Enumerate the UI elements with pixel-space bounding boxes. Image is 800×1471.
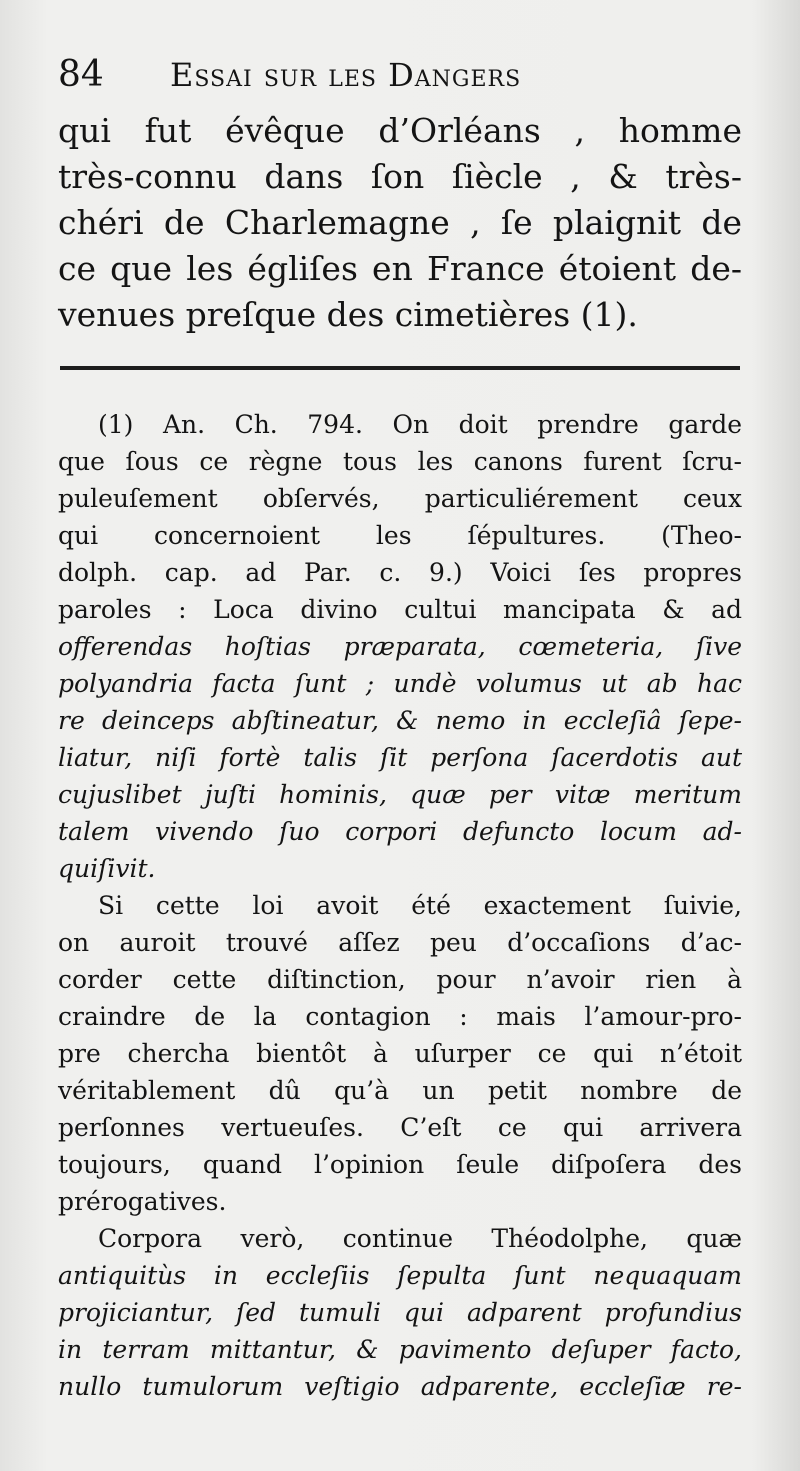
main-paragraph — [58, 108, 742, 338]
footnote — [58, 406, 742, 887]
text-line: ce que les égliſes en France étoient de- — [58, 249, 742, 288]
continuation-line: Si cette loi avoit été exactement ſuivie, — [98, 891, 742, 920]
page-header — [58, 50, 738, 106]
footnote-line: paroles : Loca divino cultui mancipata & ad — [58, 595, 742, 624]
continuation-line: in terram mittantur, & pavimento deſuper facto, — [58, 1335, 742, 1364]
continuation-line: antiquitùs in eccleſiis ſepulta ſunt nequaquam — [58, 1261, 742, 1290]
continuation-line: toujours, quand l’opinion ſeule diſpoſera des — [58, 1150, 742, 1179]
continuation-line: pre chercha bientôt à uſurper ce qui n’étoit — [58, 1039, 742, 1068]
footnote-line: cujuslibet juſti hominis, quæ per vitæ meritum — [58, 780, 742, 809]
footnote-line: re deinceps abſtineatur, & nemo in eccleſiâ ſepe- — [58, 706, 742, 735]
footnote-line: liatur, niſi fortè talis ſit perſona ſacerdotis aut — [58, 743, 742, 772]
continuation-line: perſonnes vertueuſes. C’eſt ce qui arrivera — [58, 1113, 742, 1142]
footnote-line: que ſous ce règne tous les canons furent ſcru- — [58, 447, 742, 476]
running-title: Essai sur les Dangers — [170, 56, 522, 94]
footnote-line: quiſivit. — [58, 854, 156, 883]
footnote-line: talem vivendo ſuo corpori defuncto locum ad- — [58, 817, 742, 846]
continuation-line: véritablement dû qu’à un petit nombre de — [58, 1076, 742, 1105]
footnote-line: puleuſement obſervés, particuliérement ceux — [58, 484, 742, 513]
notes-block — [58, 406, 742, 1405]
footnote-line: polyandria facta ſunt ; undè volumus ut ab hac — [58, 669, 742, 698]
continuation-line: projiciantur, ſed tumuli qui adparent profundius — [58, 1298, 742, 1327]
section-divider — [60, 366, 740, 370]
text-line: qui fut évêque d’Orléans , homme — [58, 111, 742, 150]
text-line: très-connu dans ſon ſiècle , & très- — [58, 157, 742, 196]
footnote-line: dolph. cap. ad Par. c. 9.) Voici ſes propres — [58, 558, 742, 587]
text-line: venues preſque des cimetières (1). — [58, 295, 638, 334]
footnote-line: qui concernoient les ſépultures. (Theo- — [58, 521, 742, 550]
footnote-line: offerendas hoſtias præparata, cœmeteria, ſive — [58, 632, 742, 661]
page-number: 84 — [58, 54, 104, 95]
continuation-line: nullo tumulorum veſtigio adparente, eccleſiæ re- — [58, 1372, 742, 1401]
text-line: chéri de Charlemagne , ſe plaignit de — [58, 203, 742, 242]
continuation-line: prérogatives. — [58, 1187, 227, 1216]
continuation-line: corder cette diſtinction, pour n’avoir rien à — [58, 965, 742, 994]
continuation-line: craindre de la contagion : mais l’amour-pro- — [58, 1002, 742, 1031]
footnote-line: (1) An. Ch. 794. On doit prendre garde — [98, 410, 742, 439]
continuation-text — [58, 887, 742, 1405]
continuation-line: Corpora verò, continue Théodolphe, quæ — [98, 1224, 742, 1253]
continuation-line: on auroit trouvé aſſez peu d’occaſions d’ac- — [58, 928, 742, 957]
